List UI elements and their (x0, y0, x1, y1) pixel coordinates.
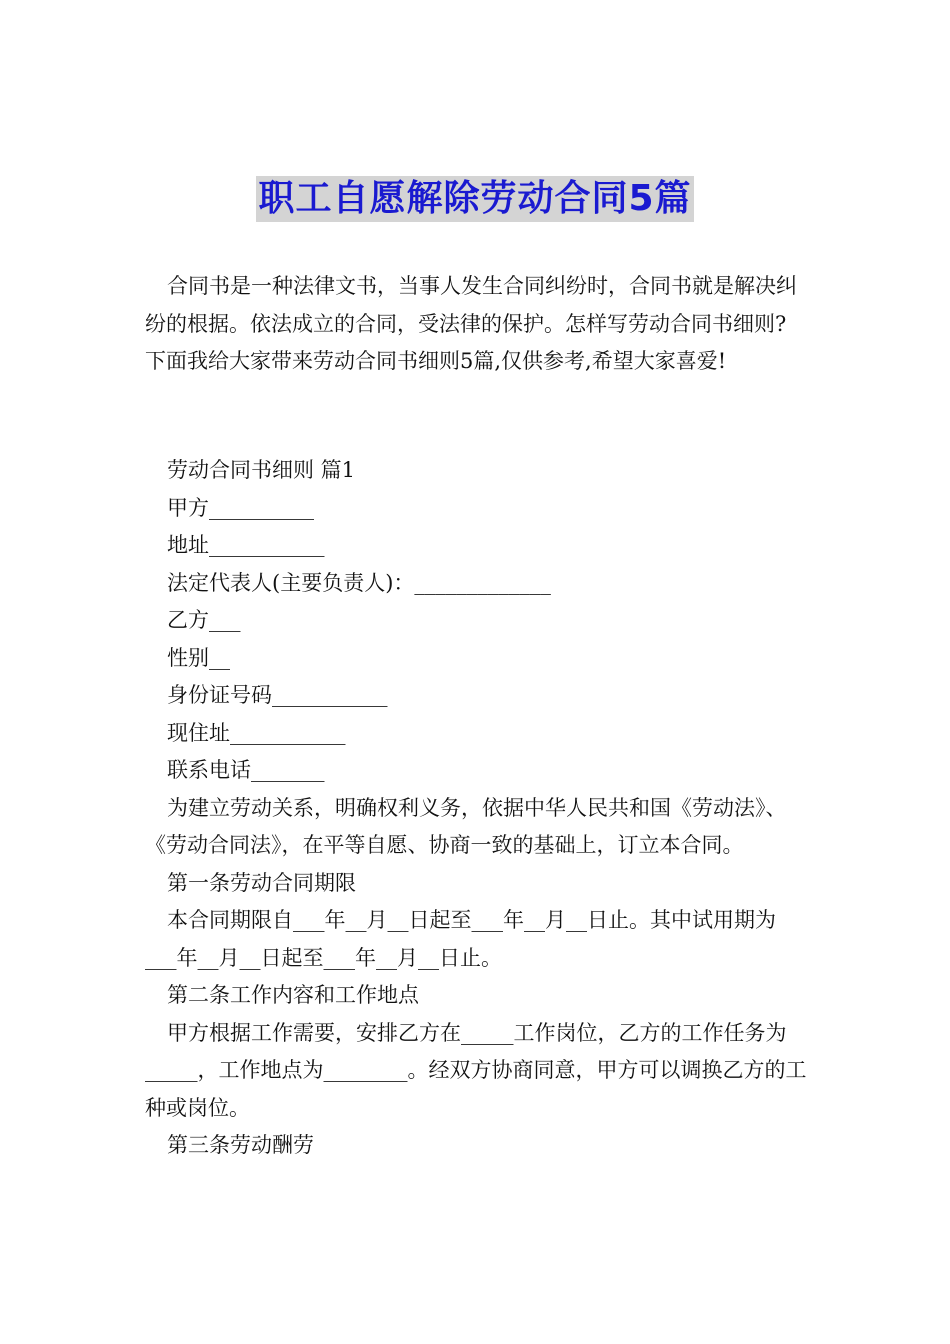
id-number-field: 身份证号码___________ (167, 683, 388, 707)
title-container (0, 176, 950, 222)
article-2-text: 甲方根据工作需要，安排乙方在_____工作岗位，乙方的工作任务为_____，工作地点为________。经双方协商同意，甲方可以调换乙方的工种或岗位。 (145, 1020, 807, 1120)
address-field: 地址___________ (167, 533, 325, 557)
document-title: 职工自愿解除劳动合同5篇 (256, 176, 693, 222)
article-3-title: 第三条劳动酬劳 (167, 1133, 314, 1157)
phone-field: 联系电话_______ (167, 758, 325, 782)
intro-section (145, 268, 807, 381)
contract-body (145, 452, 807, 1165)
article-2-title: 第二条工作内容和工作地点 (167, 983, 419, 1007)
party-a-field: 甲方__________ (167, 495, 314, 520)
preamble-paragraph: 为建立劳动关系，明确权利义务，依据中华人民共和国《劳动法》、《劳动合同法》，在平等自愿、协商一致的基础上，订立本合同。 (145, 795, 787, 857)
gender-field: 性别__ (167, 645, 230, 670)
article-1-title: 第一条劳动合同期限 (167, 870, 356, 895)
legal-rep-field: 法定代表人(主要负责人)：_____________ (167, 570, 551, 595)
section-heading: 劳动合同书细则 篇1 (167, 458, 356, 482)
intro-paragraph: 合同书是一种法律文书，当事人发生合同纠纷时，合同书就是解决纠纷的根据。依法成立的合同，受法律的保护。怎样写劳动合同书细则?下面我给大家带来劳动合同书细则5篇,仅供参考,希望大家喜爱! (145, 274, 797, 373)
article-1-text: 本合同期限自___年__月__日起至___年__月__日止。其中试用期为___年__月__日起至___年__月__日止。 (145, 908, 776, 970)
current-address-field: 现住址___________ (167, 720, 346, 745)
party-b-field: 乙方___ (167, 608, 241, 632)
